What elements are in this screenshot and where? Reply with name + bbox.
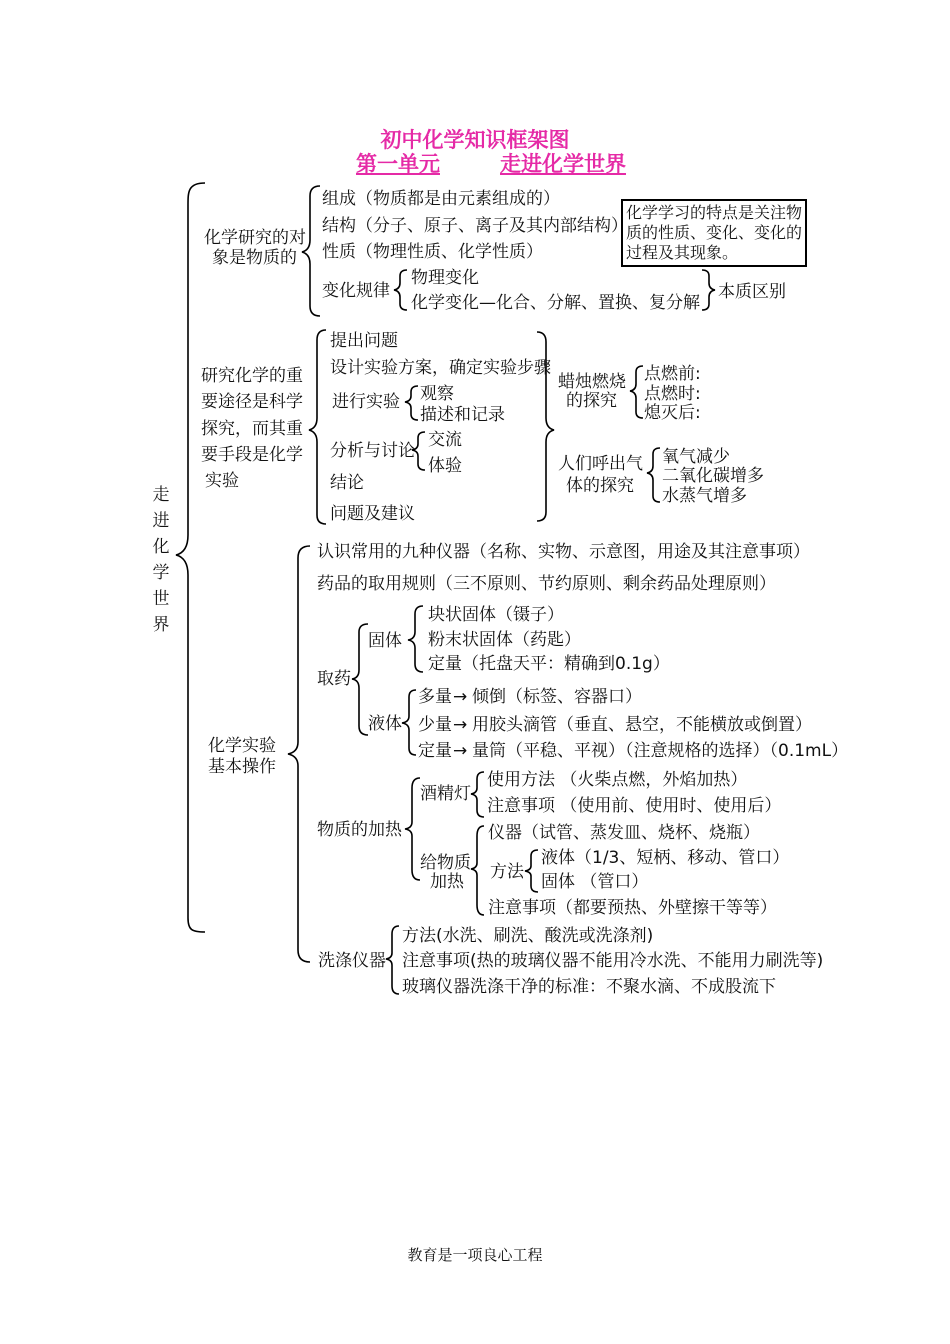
change-brace [394, 270, 407, 310]
s3-arrow-2: → [453, 715, 468, 735]
liquid-brace [402, 690, 416, 755]
take-brace [352, 624, 368, 735]
solid-brace [408, 606, 423, 672]
s3-lamp: 酒精灯 [420, 784, 471, 804]
s3-heat: 物质的加热 [317, 820, 402, 840]
s2-conclusion: 结论 [330, 473, 364, 493]
root-label: 走进化学世界 [152, 485, 170, 635]
s3-powder-solid: 粉末状固体（药匙） [428, 630, 581, 650]
s2-label-line-5: 实验 [205, 471, 239, 491]
s3-heat-object-line-1: 给物质 [420, 853, 471, 873]
s3-method: 方法 [490, 862, 524, 882]
s3-apparatus: 仪器（试管、蒸发皿、烧杯、烧瓶） [488, 823, 760, 843]
unit-label: 第一单元 [356, 152, 440, 176]
s3-heat-note: 注意事项（都要预热、外壁擦干等等） [488, 898, 777, 918]
page-title: 初中化学知识框架图 [380, 128, 570, 152]
s1-physical-change: 物理变化 [411, 268, 479, 288]
s2-analyze: 分析与讨论 [330, 441, 415, 461]
breath-label-line-1: 人们呼出气 [558, 454, 643, 474]
s2-exchange: 交流 [428, 430, 462, 450]
candle-brace [630, 366, 643, 418]
s3-arrow-1: → [453, 687, 468, 707]
s3-wash: 洗涤仪器 [318, 951, 386, 971]
heatobj-brace [471, 826, 484, 915]
s2-ask-question: 提出问题 [330, 331, 398, 351]
s3-wash-note: 注意事项(热的玻璃仪器不能用冷水洗、不能用力刷洗等) [402, 951, 824, 971]
s1-label-line-2: 象是物质的 [212, 248, 297, 268]
lamp-brace [471, 772, 484, 817]
s3-instruments: 认识常用的九种仪器（名称、实物、示意图，用途及其注意事项） [317, 542, 810, 562]
s3-label-line-2: 基本操作 [208, 757, 276, 777]
s3-little: 少量 [418, 715, 452, 735]
s2-label-line-3: 探究，而其重 [201, 419, 303, 439]
s3-wash-method: 方法(水洗、刷洗、酸洗或洗涤剂) [402, 926, 654, 946]
s3-wash-standard: 玻璃仪器洗涤干净的标准：不聚水滴、不成股流下 [402, 977, 776, 997]
candle-label-line-1: 蜡烛燃烧 [558, 372, 626, 392]
unit-name: 走进化学世界 [500, 152, 626, 176]
s2-label-line-1: 研究化学的重 [201, 366, 303, 386]
breath-oxygen: 氧气减少 [662, 447, 730, 467]
root-brace [176, 183, 205, 932]
s2-brace [309, 330, 326, 524]
s1-composition: 组成（物质都是由元素组成的） [322, 189, 560, 209]
breath-co2: 二氧化碳增多 [662, 466, 764, 486]
s3-much: 多量 [418, 687, 452, 707]
s3-quant-solid: 定量（托盘天平：精确到0.1g） [428, 654, 670, 674]
candle-before: 点燃前: [644, 364, 701, 384]
s1-essential-difference: 本质区别 [718, 282, 786, 302]
s2-record: 描述和记录 [420, 405, 505, 425]
s2-label-line-4: 要手段是化学 [201, 445, 303, 465]
candle-label-line-2: 的探究 [566, 391, 617, 411]
wash-brace [386, 926, 399, 994]
s1-change-rule: 变化规律 [322, 281, 390, 301]
s1-chemical-change: 化学变化—化合、分解、置换、复分解 [411, 293, 700, 313]
s3-lamp-use: 使用方法 （火柴点燃，外焰加热） [487, 770, 748, 790]
s3-quant-desc: 量筒（平稳、平视）（注意规格的选择）（0.1mL） [472, 741, 849, 761]
footer-text: 教育是一项良心工程 [407, 1246, 543, 1264]
s2-do-experiment: 进行实验 [332, 392, 400, 412]
s1-property: 性质（物理性质、化学性质） [322, 242, 543, 262]
s3-block-solid: 块状固体（镊子） [428, 605, 564, 625]
s3-rules: 药品的取用规则（三不原则、节约原则、剩余药品处理原则） [317, 574, 776, 594]
s1-label-line-1: 化学研究的对 [204, 228, 306, 248]
observe-brace [405, 386, 418, 420]
candle-during: 点燃时: [644, 384, 701, 404]
s3-solid: 固体 [368, 631, 402, 651]
breath-label-line-2: 体的探究 [566, 476, 634, 496]
s3-label-line-1: 化学实验 [208, 736, 276, 756]
s3-lamp-note: 注意事项 （使用前、使用时、使用后） [487, 796, 782, 816]
s2-observe: 观察 [420, 384, 454, 404]
note-box: 化学学习的特点是关注物质的性质、变化、变化的过程及其现象。 [621, 199, 807, 267]
heat-brace [405, 778, 420, 880]
s3-liquid: 液体 [368, 714, 402, 734]
method-brace [525, 850, 538, 892]
s2-label-line-2: 要途径是科学 [201, 392, 303, 412]
s2-experience: 体验 [428, 456, 462, 476]
s1-brace [302, 186, 320, 316]
s3-take: 取药 [317, 669, 351, 689]
candle-after: 熄灭后: [644, 403, 701, 423]
s3-much-desc: 倾倒（标签、容器口） [472, 687, 642, 707]
breath-water: 水蒸气增多 [662, 486, 747, 506]
s2-problem: 问题及建议 [330, 504, 415, 524]
s2-design: 设计实验方案，确定实验步骤 [330, 358, 551, 378]
s3-heat-object-line-2: 加热 [430, 872, 464, 892]
s3-arrow-3: → [453, 741, 468, 761]
diff-brace [702, 270, 715, 310]
s3-method-liquid: 液体（1/3、短柄、移动、管口） [541, 848, 790, 868]
breath-brace [647, 448, 660, 502]
s1-structure: 结构（分子、原子、离子及其内部结构） [322, 216, 628, 236]
s3-brace [288, 546, 310, 962]
s3-method-solid: 固体 （管口） [541, 872, 649, 892]
s3-little-desc: 用胶头滴管（垂直、悬空，不能横放或倒置） [472, 715, 812, 735]
s3-quant: 定量 [418, 741, 452, 761]
